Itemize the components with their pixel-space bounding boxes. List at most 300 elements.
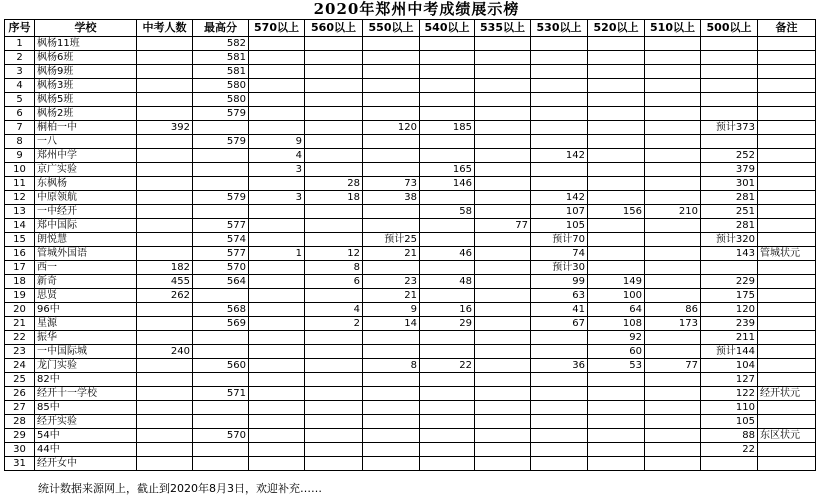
row-index-cell: 23 — [5, 345, 35, 359]
value-cell — [475, 93, 531, 107]
value-cell: 142 — [531, 149, 588, 163]
value-cell: 58 — [420, 205, 475, 219]
value-cell — [701, 135, 758, 149]
column-header: 550以上 — [363, 20, 420, 37]
table-row — [5, 93, 816, 107]
value-cell — [588, 163, 645, 177]
value-cell: 570 — [193, 261, 249, 275]
value-cell — [645, 191, 701, 205]
value-cell: 569 — [193, 317, 249, 331]
value-cell — [531, 387, 588, 401]
school-name-cell: 枫杨5班 — [35, 93, 137, 107]
value-cell — [249, 415, 305, 429]
value-cell — [645, 429, 701, 443]
row-index-cell: 12 — [5, 191, 35, 205]
remark-cell — [758, 135, 816, 149]
value-cell — [137, 163, 193, 177]
remark-cell — [758, 177, 816, 191]
value-cell — [363, 93, 420, 107]
value-cell: 3 — [249, 163, 305, 177]
table-row — [5, 205, 816, 219]
remark-cell — [758, 121, 816, 135]
value-cell — [588, 37, 645, 51]
row-index-cell: 3 — [5, 65, 35, 79]
value-cell: 579 — [193, 191, 249, 205]
value-cell — [249, 261, 305, 275]
remark-cell — [758, 107, 816, 121]
value-cell — [531, 163, 588, 177]
remark-cell — [758, 93, 816, 107]
value-cell — [475, 261, 531, 275]
value-cell — [363, 457, 420, 471]
value-cell — [475, 65, 531, 79]
value-cell — [588, 135, 645, 149]
column-header: 535以上 — [475, 20, 531, 37]
row-index-cell: 8 — [5, 135, 35, 149]
value-cell — [305, 219, 363, 233]
value-cell — [645, 261, 701, 275]
row-index-cell: 9 — [5, 149, 35, 163]
value-cell — [249, 373, 305, 387]
value-cell — [363, 163, 420, 177]
value-cell: 173 — [645, 317, 701, 331]
school-name-cell: 经开实验 — [35, 415, 137, 429]
value-cell: 18 — [305, 191, 363, 205]
column-header: 学校 — [35, 20, 137, 37]
value-cell: 预计320 — [701, 233, 758, 247]
value-cell — [588, 387, 645, 401]
value-cell — [249, 107, 305, 121]
value-cell — [531, 429, 588, 443]
value-cell — [137, 457, 193, 471]
remark-cell — [758, 373, 816, 387]
value-cell — [645, 401, 701, 415]
value-cell — [645, 79, 701, 93]
value-cell — [137, 317, 193, 331]
value-cell — [531, 107, 588, 121]
remark-cell — [758, 191, 816, 205]
value-cell: 110 — [701, 401, 758, 415]
remark-cell — [758, 261, 816, 275]
value-cell — [588, 121, 645, 135]
value-cell — [137, 51, 193, 65]
value-cell — [531, 457, 588, 471]
value-cell — [420, 233, 475, 247]
value-cell: 210 — [645, 205, 701, 219]
value-cell — [645, 289, 701, 303]
value-cell — [249, 303, 305, 317]
value-cell — [249, 205, 305, 219]
row-index-cell: 22 — [5, 331, 35, 345]
value-cell: 4 — [305, 303, 363, 317]
value-cell — [588, 79, 645, 93]
value-cell — [249, 233, 305, 247]
table-row — [5, 373, 816, 387]
value-cell: 582 — [193, 37, 249, 51]
value-cell: 252 — [701, 149, 758, 163]
value-cell: 301 — [701, 177, 758, 191]
value-cell: 6 — [305, 275, 363, 289]
value-cell — [588, 443, 645, 457]
value-cell — [475, 457, 531, 471]
value-cell: 8 — [363, 359, 420, 373]
value-cell — [305, 289, 363, 303]
value-cell — [420, 135, 475, 149]
value-cell: 580 — [193, 93, 249, 107]
value-cell — [475, 233, 531, 247]
remark-cell — [758, 65, 816, 79]
value-cell — [137, 303, 193, 317]
table-row — [5, 317, 816, 331]
remark-cell — [758, 79, 816, 93]
value-cell: 21 — [363, 247, 420, 261]
value-cell: 41 — [531, 303, 588, 317]
remark-cell — [758, 163, 816, 177]
value-cell: 379 — [701, 163, 758, 177]
value-cell — [475, 373, 531, 387]
table-row — [5, 51, 816, 65]
school-name-cell: 枫杨6班 — [35, 51, 137, 65]
value-cell — [701, 457, 758, 471]
value-cell — [137, 107, 193, 121]
table-row — [5, 289, 816, 303]
school-name-cell: 枫杨2班 — [35, 107, 137, 121]
value-cell — [249, 65, 305, 79]
value-cell — [475, 401, 531, 415]
value-cell — [305, 51, 363, 65]
value-cell — [420, 219, 475, 233]
school-name-cell: 朗悦慧 — [35, 233, 137, 247]
value-cell — [420, 415, 475, 429]
value-cell — [363, 205, 420, 219]
value-cell: 579 — [193, 107, 249, 121]
value-cell — [363, 443, 420, 457]
value-cell — [531, 415, 588, 429]
value-cell: 120 — [701, 303, 758, 317]
value-cell — [305, 457, 363, 471]
value-cell — [475, 177, 531, 191]
table-body — [5, 37, 816, 471]
table-row — [5, 429, 816, 443]
value-cell — [701, 37, 758, 51]
value-cell — [137, 93, 193, 107]
table-row — [5, 457, 816, 471]
value-cell: 105 — [701, 415, 758, 429]
remark-cell — [758, 37, 816, 51]
value-cell — [588, 373, 645, 387]
value-cell — [249, 275, 305, 289]
value-cell — [475, 121, 531, 135]
value-cell — [475, 359, 531, 373]
value-cell: 74 — [531, 247, 588, 261]
value-cell — [645, 387, 701, 401]
value-cell — [249, 219, 305, 233]
school-name-cell: 54中 — [35, 429, 137, 443]
school-name-cell: 郑州中学 — [35, 149, 137, 163]
value-cell — [363, 37, 420, 51]
value-cell — [137, 401, 193, 415]
value-cell — [420, 401, 475, 415]
value-cell: 182 — [137, 261, 193, 275]
value-cell — [137, 373, 193, 387]
value-cell — [588, 233, 645, 247]
value-cell: 122 — [701, 387, 758, 401]
column-header: 540以上 — [420, 20, 475, 37]
value-cell: 581 — [193, 65, 249, 79]
value-cell — [588, 93, 645, 107]
value-cell — [588, 191, 645, 205]
value-cell — [363, 261, 420, 275]
value-cell — [193, 373, 249, 387]
value-cell — [137, 387, 193, 401]
value-cell — [137, 37, 193, 51]
value-cell: 175 — [701, 289, 758, 303]
row-index-cell: 6 — [5, 107, 35, 121]
value-cell: 239 — [701, 317, 758, 331]
value-cell — [588, 177, 645, 191]
value-cell — [363, 373, 420, 387]
row-index-cell: 4 — [5, 79, 35, 93]
value-cell — [475, 163, 531, 177]
value-cell — [531, 121, 588, 135]
value-cell — [305, 93, 363, 107]
value-cell — [305, 37, 363, 51]
column-header: 备注 — [758, 20, 816, 37]
row-index-cell: 24 — [5, 359, 35, 373]
value-cell — [363, 51, 420, 65]
value-cell — [249, 401, 305, 415]
value-cell: 574 — [193, 233, 249, 247]
value-cell — [531, 401, 588, 415]
value-cell — [193, 121, 249, 135]
value-cell — [701, 65, 758, 79]
column-header: 序号 — [5, 20, 35, 37]
table-row — [5, 177, 816, 191]
column-header: 570以上 — [249, 20, 305, 37]
remark-cell — [758, 457, 816, 471]
column-header: 560以上 — [305, 20, 363, 37]
value-cell — [588, 149, 645, 163]
value-cell: 预计25 — [363, 233, 420, 247]
value-cell — [249, 443, 305, 457]
school-name-cell: 一中国际城 — [35, 345, 137, 359]
value-cell — [588, 261, 645, 275]
value-cell: 预计373 — [701, 121, 758, 135]
value-cell: 预计144 — [701, 345, 758, 359]
table-row — [5, 163, 816, 177]
column-header: 500以上 — [701, 20, 758, 37]
value-cell — [363, 429, 420, 443]
value-cell — [420, 149, 475, 163]
value-cell — [249, 93, 305, 107]
value-cell — [249, 289, 305, 303]
column-header: 520以上 — [588, 20, 645, 37]
value-cell — [305, 65, 363, 79]
value-cell — [363, 415, 420, 429]
column-header: 最高分 — [193, 20, 249, 37]
value-cell: 9 — [363, 303, 420, 317]
value-cell — [645, 275, 701, 289]
value-cell — [475, 205, 531, 219]
value-cell — [137, 233, 193, 247]
value-cell: 53 — [588, 359, 645, 373]
value-cell — [475, 191, 531, 205]
value-cell — [475, 107, 531, 121]
value-cell: 36 — [531, 359, 588, 373]
value-cell — [475, 443, 531, 457]
value-cell — [475, 331, 531, 345]
value-cell — [588, 107, 645, 121]
school-name-cell: 中原领航 — [35, 191, 137, 205]
value-cell — [531, 51, 588, 65]
value-cell — [420, 261, 475, 275]
value-cell: 560 — [193, 359, 249, 373]
row-index-cell: 28 — [5, 415, 35, 429]
value-cell — [363, 79, 420, 93]
value-cell — [137, 359, 193, 373]
value-cell — [249, 345, 305, 359]
value-cell — [363, 65, 420, 79]
value-cell: 38 — [363, 191, 420, 205]
value-cell — [531, 331, 588, 345]
value-cell: 229 — [701, 275, 758, 289]
value-cell — [363, 107, 420, 121]
value-cell — [420, 331, 475, 345]
value-cell — [420, 107, 475, 121]
value-cell — [531, 443, 588, 457]
row-index-cell: 30 — [5, 443, 35, 457]
school-name-cell: 龙门实验 — [35, 359, 137, 373]
value-cell: 9 — [249, 135, 305, 149]
value-cell — [701, 261, 758, 275]
row-index-cell: 31 — [5, 457, 35, 471]
value-cell: 86 — [645, 303, 701, 317]
school-name-cell: 经开女中 — [35, 457, 137, 471]
table-row — [5, 79, 816, 93]
school-name-cell: 思贤 — [35, 289, 137, 303]
value-cell — [193, 289, 249, 303]
row-index-cell: 11 — [5, 177, 35, 191]
value-cell — [645, 247, 701, 261]
value-cell: 211 — [701, 331, 758, 345]
value-cell: 455 — [137, 275, 193, 289]
column-header: 530以上 — [531, 20, 588, 37]
value-cell — [305, 135, 363, 149]
value-cell: 73 — [363, 177, 420, 191]
table-row — [5, 149, 816, 163]
school-name-cell: 枫杨3班 — [35, 79, 137, 93]
row-index-cell: 26 — [5, 387, 35, 401]
value-cell: 8 — [305, 261, 363, 275]
table-row — [5, 37, 816, 51]
value-cell — [305, 373, 363, 387]
table-row — [5, 275, 816, 289]
source-footnote: 统计数据来源网上，截止到2020年8月3日，欢迎补充…… — [38, 482, 322, 495]
value-cell: 77 — [475, 219, 531, 233]
value-cell: 568 — [193, 303, 249, 317]
table-header-row — [5, 20, 816, 37]
table-row — [5, 345, 816, 359]
value-cell — [588, 457, 645, 471]
value-cell: 99 — [531, 275, 588, 289]
value-cell — [137, 135, 193, 149]
table-row — [5, 443, 816, 457]
value-cell: 预计70 — [531, 233, 588, 247]
value-cell — [475, 317, 531, 331]
row-index-cell: 19 — [5, 289, 35, 303]
value-cell: 88 — [701, 429, 758, 443]
value-cell: 21 — [363, 289, 420, 303]
row-index-cell: 27 — [5, 401, 35, 415]
value-cell: 107 — [531, 205, 588, 219]
value-cell — [420, 191, 475, 205]
value-cell — [531, 79, 588, 93]
value-cell — [249, 359, 305, 373]
remark-cell — [758, 289, 816, 303]
value-cell — [475, 345, 531, 359]
row-index-cell: 14 — [5, 219, 35, 233]
value-cell — [193, 415, 249, 429]
results-table — [4, 19, 816, 471]
value-cell: 149 — [588, 275, 645, 289]
value-cell — [305, 107, 363, 121]
value-cell: 577 — [193, 219, 249, 233]
value-cell — [305, 429, 363, 443]
value-cell — [475, 79, 531, 93]
value-cell — [645, 331, 701, 345]
value-cell — [420, 79, 475, 93]
value-cell: 185 — [420, 121, 475, 135]
value-cell: 23 — [363, 275, 420, 289]
school-name-cell: 一中经开 — [35, 205, 137, 219]
value-cell — [305, 345, 363, 359]
value-cell — [475, 429, 531, 443]
value-cell — [363, 135, 420, 149]
value-cell — [475, 37, 531, 51]
value-cell — [420, 373, 475, 387]
value-cell — [249, 387, 305, 401]
page-title: 2020年郑州中考成绩展示榜 — [313, 0, 520, 18]
value-cell — [420, 429, 475, 443]
value-cell — [137, 177, 193, 191]
row-index-cell: 16 — [5, 247, 35, 261]
value-cell — [645, 415, 701, 429]
value-cell: 579 — [193, 135, 249, 149]
row-index-cell: 18 — [5, 275, 35, 289]
value-cell: 100 — [588, 289, 645, 303]
value-cell: 142 — [531, 191, 588, 205]
value-cell — [645, 177, 701, 191]
value-cell: 12 — [305, 247, 363, 261]
remark-cell — [758, 233, 816, 247]
value-cell — [249, 177, 305, 191]
value-cell — [363, 331, 420, 345]
value-cell — [588, 219, 645, 233]
school-name-cell: 96中 — [35, 303, 137, 317]
value-cell — [363, 219, 420, 233]
value-cell — [645, 345, 701, 359]
school-name-cell: 85中 — [35, 401, 137, 415]
value-cell — [193, 457, 249, 471]
table-row — [5, 387, 816, 401]
value-cell: 1 — [249, 247, 305, 261]
value-cell — [475, 303, 531, 317]
value-cell: 92 — [588, 331, 645, 345]
value-cell: 564 — [193, 275, 249, 289]
value-cell — [475, 289, 531, 303]
value-cell — [645, 443, 701, 457]
column-header: 中考人数 — [137, 20, 193, 37]
